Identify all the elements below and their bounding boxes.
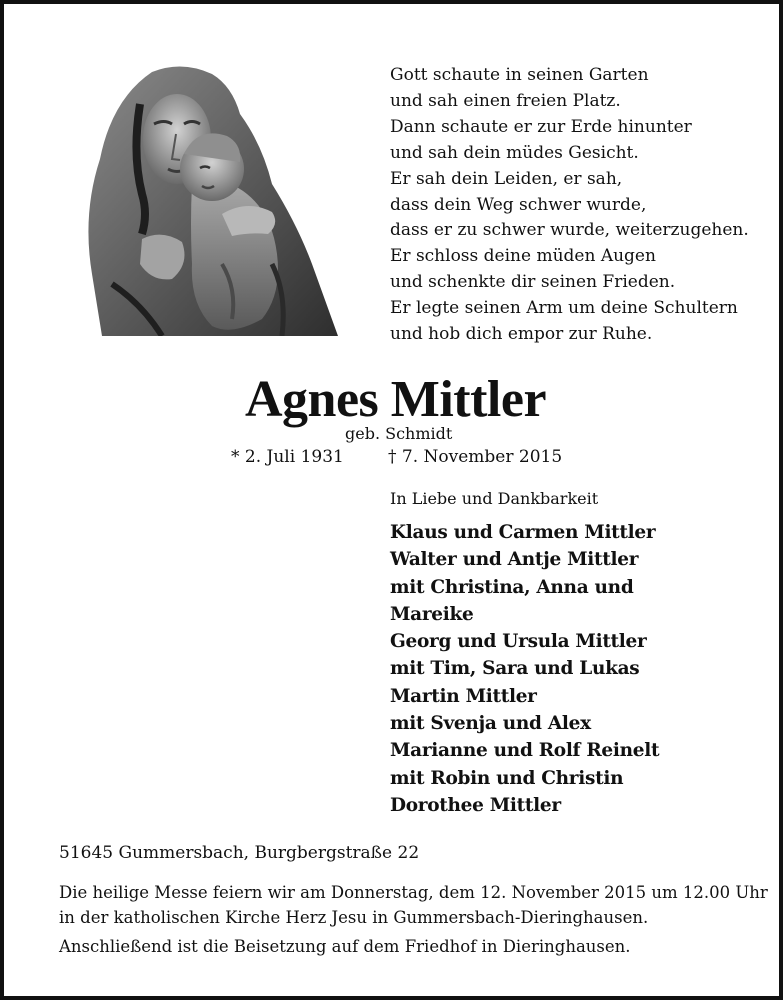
poem-line: dass dein Weg schwer wurde, xyxy=(390,194,647,215)
mourners-list xyxy=(390,519,659,819)
poem-line: Er legte seinen Arm um deine Schultern xyxy=(390,298,738,319)
poem-line: und hob dich empor zur Ruhe. xyxy=(390,324,653,345)
mourner-line: mit Svenja und Alex xyxy=(390,713,591,735)
poem xyxy=(390,63,770,348)
death-date: † 7. November 2015 xyxy=(388,447,563,467)
mass-announcement xyxy=(59,880,768,930)
poem-line: Er schloss deine müden Augen xyxy=(390,246,656,267)
burial-announcement: Anschließend ist die Beisetzung auf dem Friedhof in Dieringhausen. xyxy=(59,937,631,956)
mourner-line: Georg und Ursula Mittler xyxy=(390,631,647,653)
mourner-line: mit Robin und Christin xyxy=(390,767,624,789)
address: 51645 Gummersbach, Burgbergstraße 22 xyxy=(59,843,420,863)
mourner-line: Marianne und Rolf Reinelt xyxy=(390,740,660,762)
mourner-line: Martin Mittler xyxy=(390,685,537,707)
mourner-line: mit Christina, Anna und xyxy=(390,576,634,598)
poem-line: Dann schaute er zur Erde hinunter xyxy=(390,116,692,137)
poem-line: und sah einen freien Platz. xyxy=(390,90,621,111)
mourner-line: Dorothee Mittler xyxy=(390,794,561,816)
deceased-name: Agnes Mittler xyxy=(244,371,547,428)
poem-line: dass er zu schwer wurde, weiterzugehen. xyxy=(390,220,749,241)
maiden-name: geb. Schmidt xyxy=(345,424,453,443)
mourners-intro: In Liebe und Dankbarkeit xyxy=(390,489,599,508)
poem-line: und schenkte dir seinen Frieden. xyxy=(390,272,676,293)
poem-line: und sah dein müdes Gesicht. xyxy=(390,142,639,163)
madonna-statue-image xyxy=(72,64,338,336)
mourner-line: Mareike xyxy=(390,603,474,625)
mourner-line: Walter und Antje Mittler xyxy=(390,549,639,571)
mass-line: in der katholischen Kirche Herz Jesu in Gummersbach-Dieringhausen. xyxy=(59,908,649,927)
mourner-line: Klaus und Carmen Mittler xyxy=(390,522,656,543)
mass-line: Die heilige Messe feiern wir am Donnerstag, dem 12. November 2015 um 12.00 Uhr xyxy=(59,883,768,902)
poem-line: Er sah dein Leiden, er sah, xyxy=(390,168,623,189)
birth-date: * 2. Juli 1931 xyxy=(231,447,344,467)
poem-line: Gott schaute in seinen Garten xyxy=(390,65,649,85)
mourner-line: mit Tim, Sara und Lukas xyxy=(390,658,640,680)
